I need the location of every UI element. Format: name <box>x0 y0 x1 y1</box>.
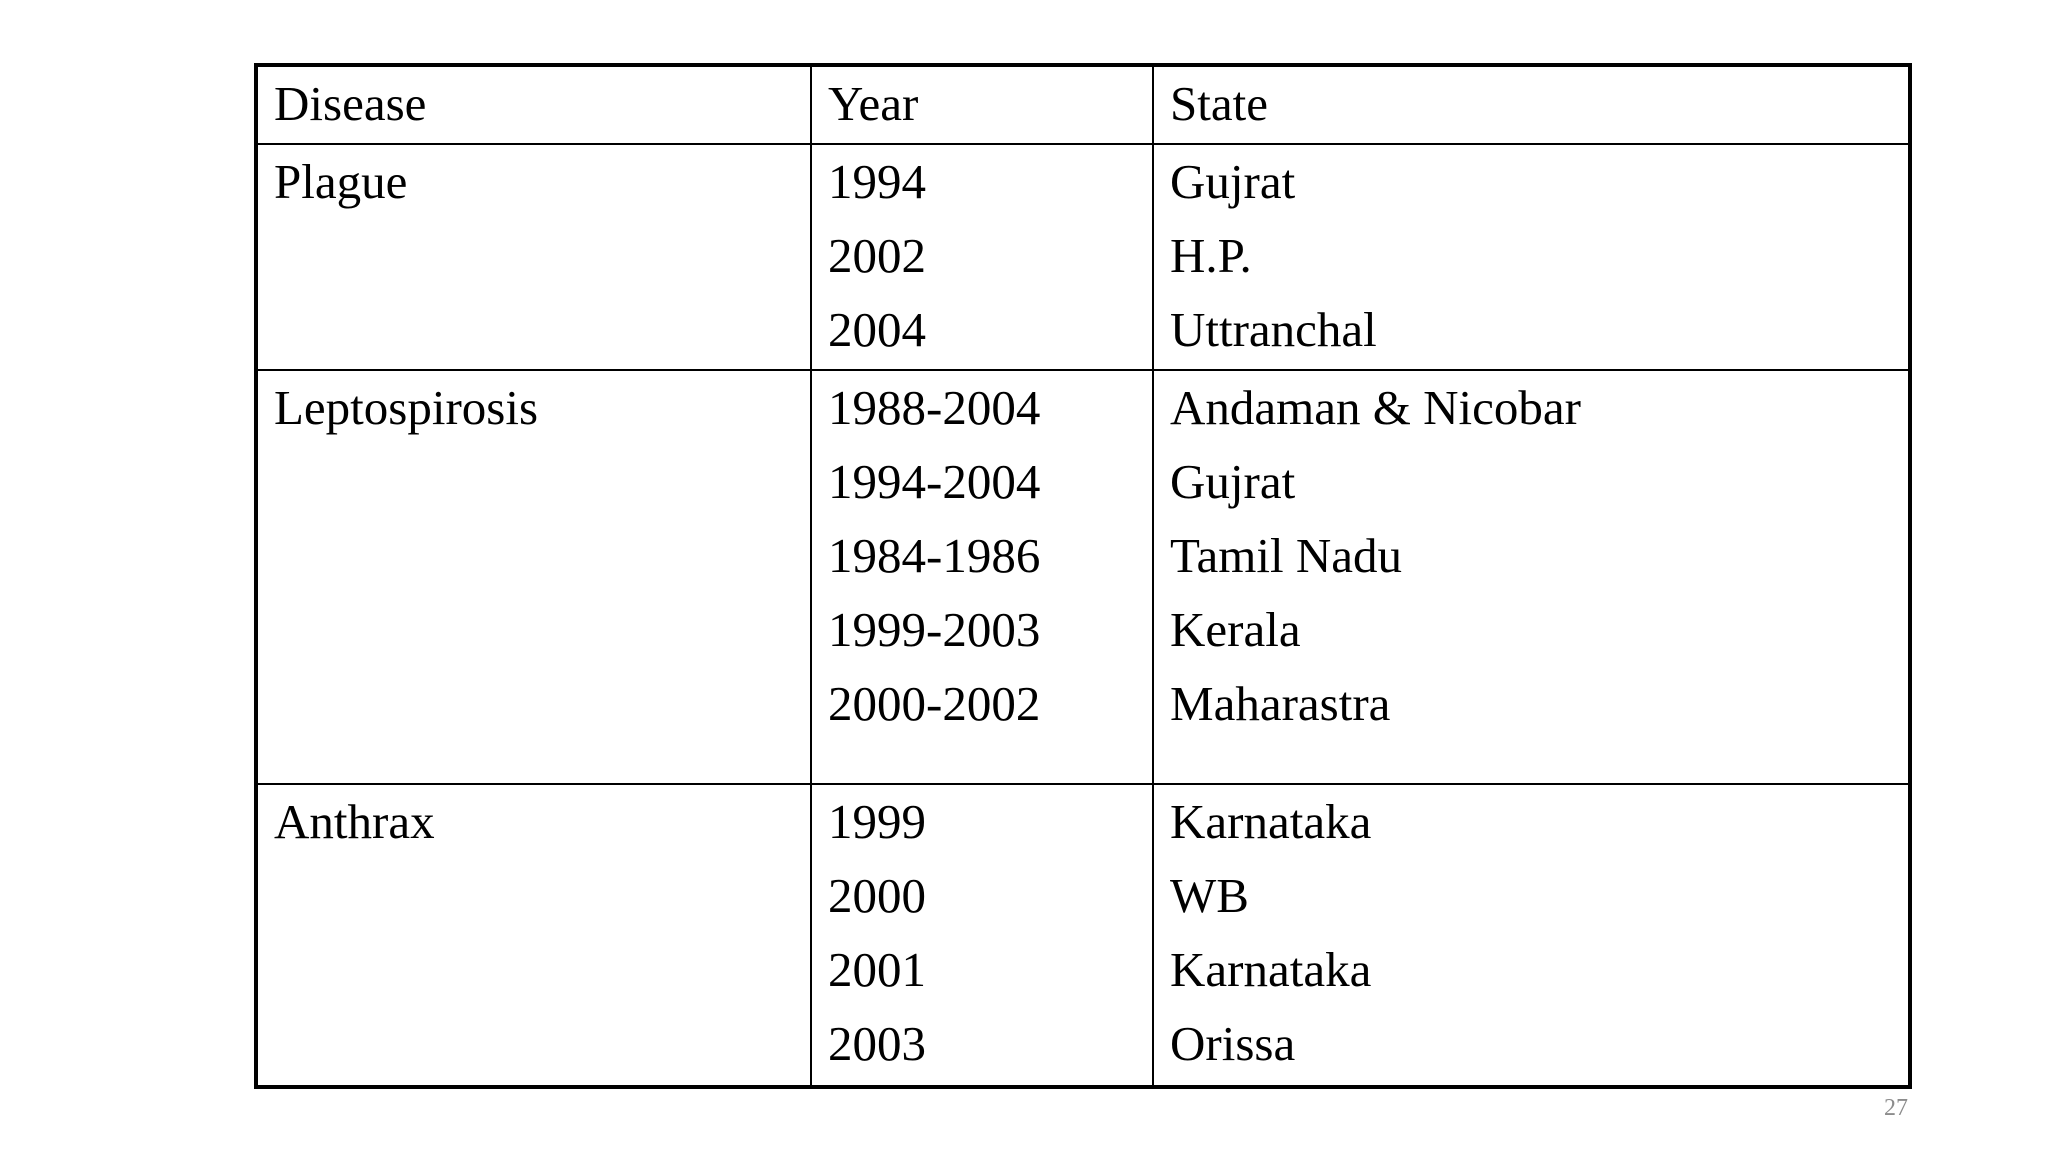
state-value: Maharastra <box>1170 676 1391 731</box>
year-value: 2003 <box>828 1016 926 1071</box>
year-value: 2004 <box>828 302 926 357</box>
state-value: Orissa <box>1170 1016 1296 1071</box>
header-year: Year <box>811 65 1153 144</box>
state-value: Uttranchal <box>1170 302 1377 357</box>
year-value: 1994-2004 <box>828 454 1041 509</box>
year-cell <box>811 370 1153 784</box>
year-value: 2002 <box>828 228 926 283</box>
year-cell <box>811 784 1153 1087</box>
header-state: State <box>1153 65 1910 144</box>
state-cell <box>1153 144 1910 370</box>
table-header-row <box>256 65 1910 144</box>
year-value: 1999 <box>828 794 926 849</box>
year-value: 1984-1986 <box>828 528 1041 583</box>
state-value: Gujrat <box>1170 454 1296 509</box>
table-row <box>256 144 1910 370</box>
disease-name: Anthrax <box>274 794 435 849</box>
state-value: Kerala <box>1170 602 1301 657</box>
state-value: Tamil Nadu <box>1170 528 1402 583</box>
state-cell <box>1153 784 1910 1087</box>
disease-cell <box>256 784 811 1087</box>
table-row <box>256 784 1910 1087</box>
state-value: Andaman & Nicobar <box>1170 380 1581 435</box>
year-value: 2000 <box>828 868 926 923</box>
state-value: H.P. <box>1170 228 1252 283</box>
disease-outbreak-table <box>254 63 1912 1089</box>
state-cell <box>1153 370 1910 784</box>
state-value: WB <box>1170 868 1249 923</box>
year-value: 1994 <box>828 154 926 209</box>
state-value: Gujrat <box>1170 154 1296 209</box>
year-value: 1988-2004 <box>828 380 1041 435</box>
year-cell <box>811 144 1153 370</box>
disease-name: Plague <box>274 154 408 209</box>
year-value: 2001 <box>828 942 926 997</box>
state-value: Karnataka <box>1170 794 1372 849</box>
year-value: 2000-2002 <box>828 676 1041 731</box>
page-number: 27 <box>1884 1095 1908 1121</box>
year-value: 1999-2003 <box>828 602 1041 657</box>
state-value: Karnataka <box>1170 942 1372 997</box>
disease-cell <box>256 144 811 370</box>
disease-name: Leptospirosis <box>274 380 539 435</box>
header-disease: Disease <box>256 65 811 144</box>
disease-cell <box>256 370 811 784</box>
table-row <box>256 370 1910 784</box>
